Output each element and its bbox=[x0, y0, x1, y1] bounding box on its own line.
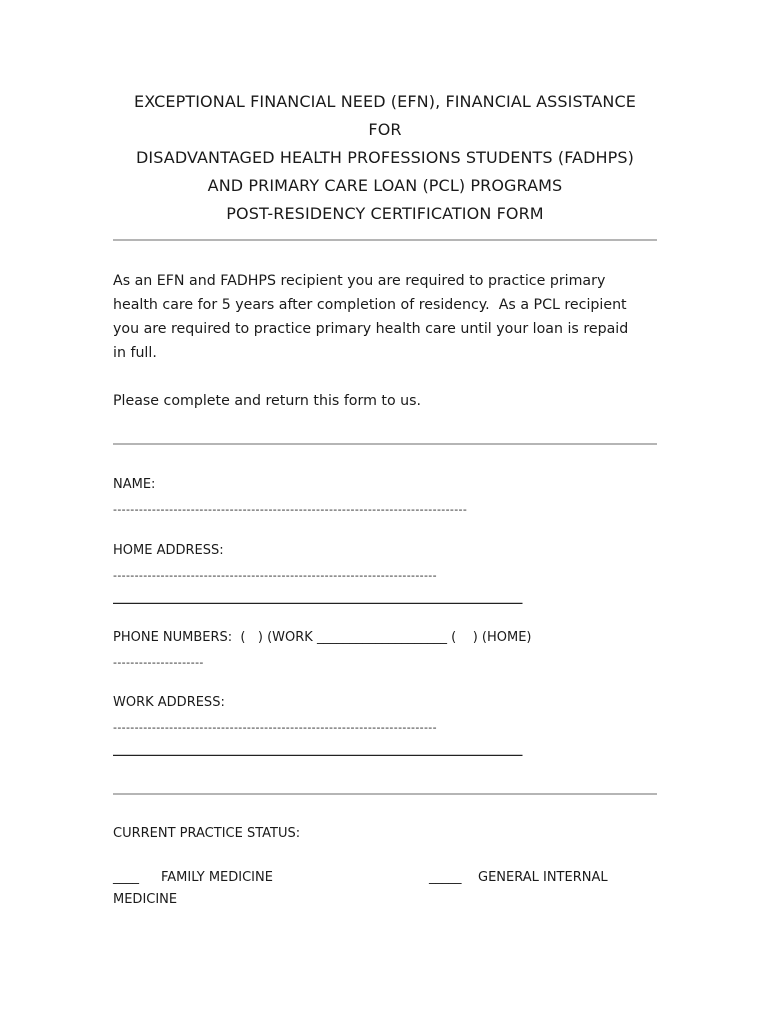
practice-status-label: CURRENT PRACTICE STATUS: bbox=[113, 826, 301, 841]
home-address-label: HOME ADDRESS: bbox=[113, 543, 224, 558]
form-title-line-1: EXCEPTIONAL FINANCIAL NEED (EFN), FINANCIAL ASSISTANCE bbox=[134, 92, 636, 111]
intro-line-4: in full. bbox=[113, 345, 157, 361]
section-divider bbox=[113, 443, 657, 445]
home-address-line-2[interactable]: _______________________________________________________________ bbox=[113, 590, 523, 605]
general-internal-medicine-option-cont: MEDICINE bbox=[113, 892, 178, 907]
home-address-line-1[interactable]: --------------------------------------------------------------------------- bbox=[113, 569, 437, 582]
general-internal-medicine-option: GENERAL INTERNAL bbox=[478, 870, 608, 885]
intro-line-2: health care for 5 years after completion of residency. As a PCL recipient bbox=[113, 297, 627, 313]
form-title-line-2: FOR bbox=[368, 120, 402, 139]
work-address-label: WORK ADDRESS: bbox=[113, 695, 225, 710]
form-title-line-5: POST-RESIDENCY CERTIFICATION FORM bbox=[226, 204, 544, 223]
name-field-line[interactable]: ---------------------------------------------------------------------------------- bbox=[113, 503, 468, 516]
instruction-text: Please complete and return this form to us. bbox=[113, 393, 422, 409]
phone-home-line[interactable]: --------------------- bbox=[113, 656, 204, 669]
form-title-line-3: DISADVANTAGED HEALTH PROFESSIONS STUDENTS (FADHPS) bbox=[136, 148, 634, 167]
family-medicine-option: FAMILY MEDICINE bbox=[161, 870, 273, 885]
phone-numbers-label[interactable]: PHONE NUMBERS: ( ) (WORK ____________________ ( ) (HOME) bbox=[113, 630, 532, 645]
section-divider bbox=[113, 239, 657, 241]
form-title-line-4: AND PRIMARY CARE LOAN (PCL) PROGRAMS bbox=[207, 176, 563, 195]
intro-line-3: you are required to practice primary health care until your loan is repaid bbox=[113, 321, 629, 337]
work-address-line-1[interactable]: --------------------------------------------------------------------------- bbox=[113, 721, 437, 734]
family-medicine-blank[interactable]: ____ bbox=[113, 870, 139, 885]
work-address-line-2[interactable]: _______________________________________________________________ bbox=[113, 742, 523, 757]
general-internal-medicine-blank[interactable]: _____ bbox=[429, 870, 462, 885]
section-divider bbox=[113, 793, 657, 795]
name-label: NAME: bbox=[113, 477, 156, 492]
intro-line-1: As an EFN and FADHPS recipient you are required to practice primary bbox=[113, 273, 606, 289]
